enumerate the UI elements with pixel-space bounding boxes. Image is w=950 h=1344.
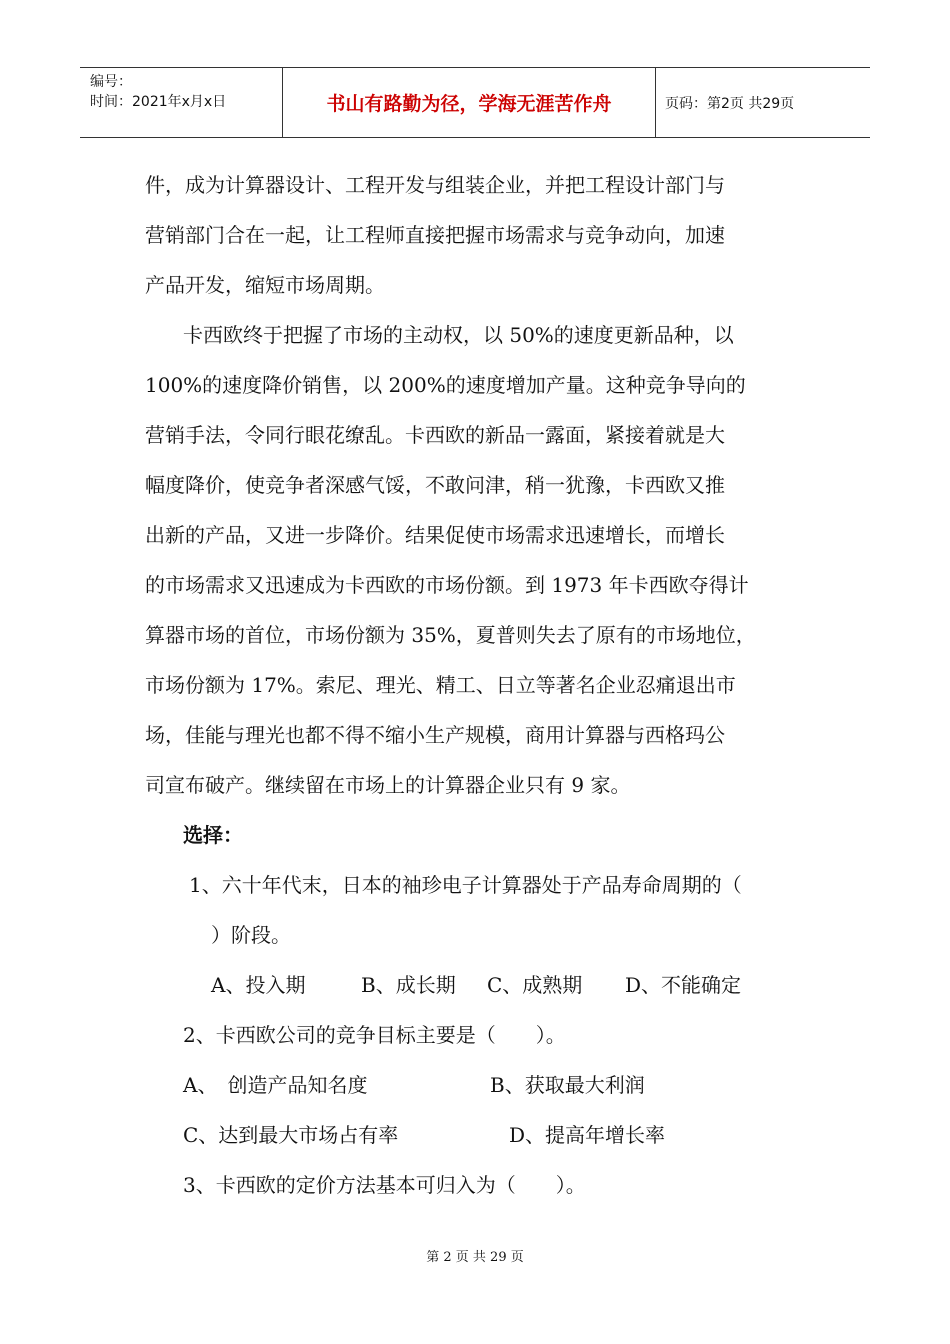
document-number-label: 编号：: [90, 74, 132, 90]
document-body: [145, 160, 815, 1210]
question-3: 3、卡西欧的定价方法基本可归入为（ ）。: [183, 1173, 586, 1197]
option-c: C、成熟期: [487, 973, 583, 997]
option-b: B、获取最大利润: [490, 1073, 645, 1097]
paragraph-line: 算器市场的首位，市场份额为 35%，夏普则失去了原有的市场地位，: [145, 623, 756, 647]
paragraph-line: 100%的速度降价销售，以 200%的速度增加产量。这种竞争导向的: [145, 373, 746, 397]
paragraph-line: 幅度降价，使竞争者深感气馁，不敢问津，稍一犹豫，卡西欧又推: [145, 473, 725, 497]
paragraph-line: 场，佳能与理光也都不得不缩小生产规模，商用计算器与西格玛公: [145, 723, 725, 747]
paragraph-line: 的市场需求又迅速成为卡西欧的市场份额。到 1973 年卡西欧夺得计: [145, 573, 749, 597]
question-2-options-row1: [145, 1060, 815, 1110]
page-footer: 第 2 页 共 29 页: [426, 1250, 524, 1265]
header-meta: [80, 68, 282, 137]
option-c: C、达到最大市场占有率: [183, 1123, 399, 1147]
paragraph-line: 营销部门合在一起，让工程师直接把握市场需求与竞争动向，加速: [145, 223, 725, 247]
paragraph-line: 营销手法，令同行眼花缭乱。卡西欧的新品一露面，紧接着就是大: [145, 423, 725, 447]
option-a: A、投入期: [211, 973, 306, 997]
header-page-info: 页码：第2页 共29页: [665, 95, 795, 112]
question-2: 2、卡西欧公司的竞争目标主要是（ ）。: [183, 1023, 566, 1047]
paragraph-line: 市场份额为 17%。索尼、理光、精工、日立等著名企业忍痛退出市: [145, 673, 736, 697]
document-time: 时间：2021年x月x日: [90, 94, 227, 110]
option-b: B、成长期: [361, 973, 456, 997]
option-d: D、提高年增长率: [509, 1123, 666, 1147]
quiz-heading: 选择：: [183, 823, 243, 847]
paragraph-line: 产品开发，缩短市场周期。: [145, 273, 385, 297]
option-a: A、 创造产品知名度: [183, 1073, 368, 1097]
paragraph-line: 件，成为计算器设计、工程开发与组装企业，并把工程设计部门与: [145, 173, 725, 197]
question-1-options: [145, 960, 815, 1010]
paragraph-line: 司宣布破产。继续留在市场上的计算器企业只有 9 家。: [145, 773, 631, 797]
option-d: D、不能确定: [625, 973, 742, 997]
paragraph-line: 卡西欧终于把握了市场的主动权，以 50%的速度更新品种，以: [183, 323, 734, 347]
question-1: 1、六十年代末，日本的袖珍电子计算器处于产品寿命周期的（: [189, 873, 742, 897]
paragraph-line: 出新的产品，又进一步降价。结果促使市场需求迅速增长，而增长: [145, 523, 725, 547]
question-2-options-row2: [145, 1110, 815, 1160]
question-1-cont: ）阶段。: [211, 923, 291, 947]
header-motto: 书山有路勤为径，学海无涯苦作舟: [282, 68, 656, 137]
page-header: [80, 67, 870, 138]
